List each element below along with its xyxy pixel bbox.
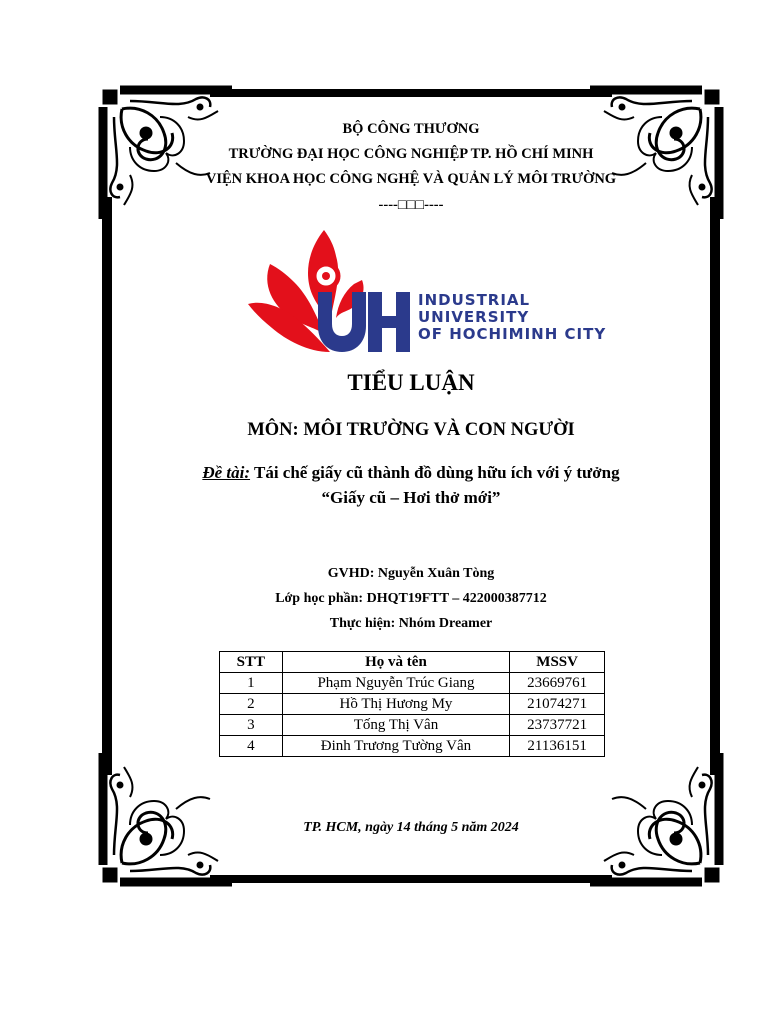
row-mssv: 23669761 [510, 673, 605, 694]
university-logo [246, 228, 607, 356]
row-mssv: 21074271 [510, 694, 605, 715]
row-mssv: 23737721 [510, 715, 605, 736]
border-left [102, 197, 112, 775]
row-name: Tống Thị Vân [282, 715, 510, 736]
header-mssv: MSSV [510, 652, 605, 673]
row-stt: 4 [220, 736, 283, 757]
members-table [219, 651, 605, 757]
corner-ornament-icon [582, 745, 722, 885]
topic-line-2: “Giấy cũ – Hơi thở mới” [321, 488, 501, 507]
advisor-line: GVHD: Nguyễn Xuân Tòng [327, 566, 495, 581]
ministry-name: BỘ CÔNG THƯƠNG [342, 121, 480, 137]
class-line: Lớp học phần: DHQT19FTT – 422000387712 [275, 591, 547, 606]
document-title: TIỂU LUẬN [347, 370, 475, 395]
date-line: TP. HCM, ngày 14 tháng 5 năm 2024 [303, 820, 519, 835]
logo-line-2: UNIVERSITY [418, 308, 530, 326]
subject-line: MÔN: MÔI TRƯỜNG VÀ CON NGƯỜI [247, 420, 575, 440]
header-name: Họ và tên [282, 652, 510, 673]
uh-monogram-icon [318, 292, 410, 352]
row-stt: 2 [220, 694, 283, 715]
border-top [210, 89, 612, 97]
row-stt: 1 [220, 673, 283, 694]
group-line: Thực hiện: Nhóm Dreamer [329, 616, 493, 631]
institute-name: VIỆN KHOA HỌC CÔNG NGHỆ VÀ QUẢN LÝ MÔI TRƯỜNG [205, 171, 617, 187]
flame-icon [248, 230, 364, 352]
header-stt: STT [220, 652, 283, 673]
topic-label: Đề tài: [202, 463, 251, 482]
header-divider: ----□□□---- [378, 197, 444, 213]
corner-ornament-icon [100, 745, 240, 885]
table-row [220, 673, 605, 694]
logo-line-1: INDUSTRIAL [418, 291, 531, 309]
table-row [220, 736, 605, 757]
border-right [710, 197, 720, 775]
topic-line-1 [100, 463, 722, 483]
topic-text: Tái chế giấy cũ thành đồ dùng hữu ích với ý tưởng [254, 463, 620, 482]
university-name: TRƯỜNG ĐẠI HỌC CÔNG NGHIỆP TP. HỒ CHÍ MINH [228, 146, 594, 162]
table-header-row [220, 652, 605, 673]
row-name: Hồ Thị Hương My [282, 694, 510, 715]
row-mssv: 21136151 [510, 736, 605, 757]
row-name: Phạm Nguyễn Trúc Giang [282, 673, 510, 694]
border-bottom [210, 875, 612, 883]
row-name: Đinh Trương Tường Vân [282, 736, 510, 757]
row-stt: 3 [220, 715, 283, 736]
table-row [220, 694, 605, 715]
logo-line-3: OF HOCHIMINH CITY [418, 325, 607, 343]
table-row [220, 715, 605, 736]
